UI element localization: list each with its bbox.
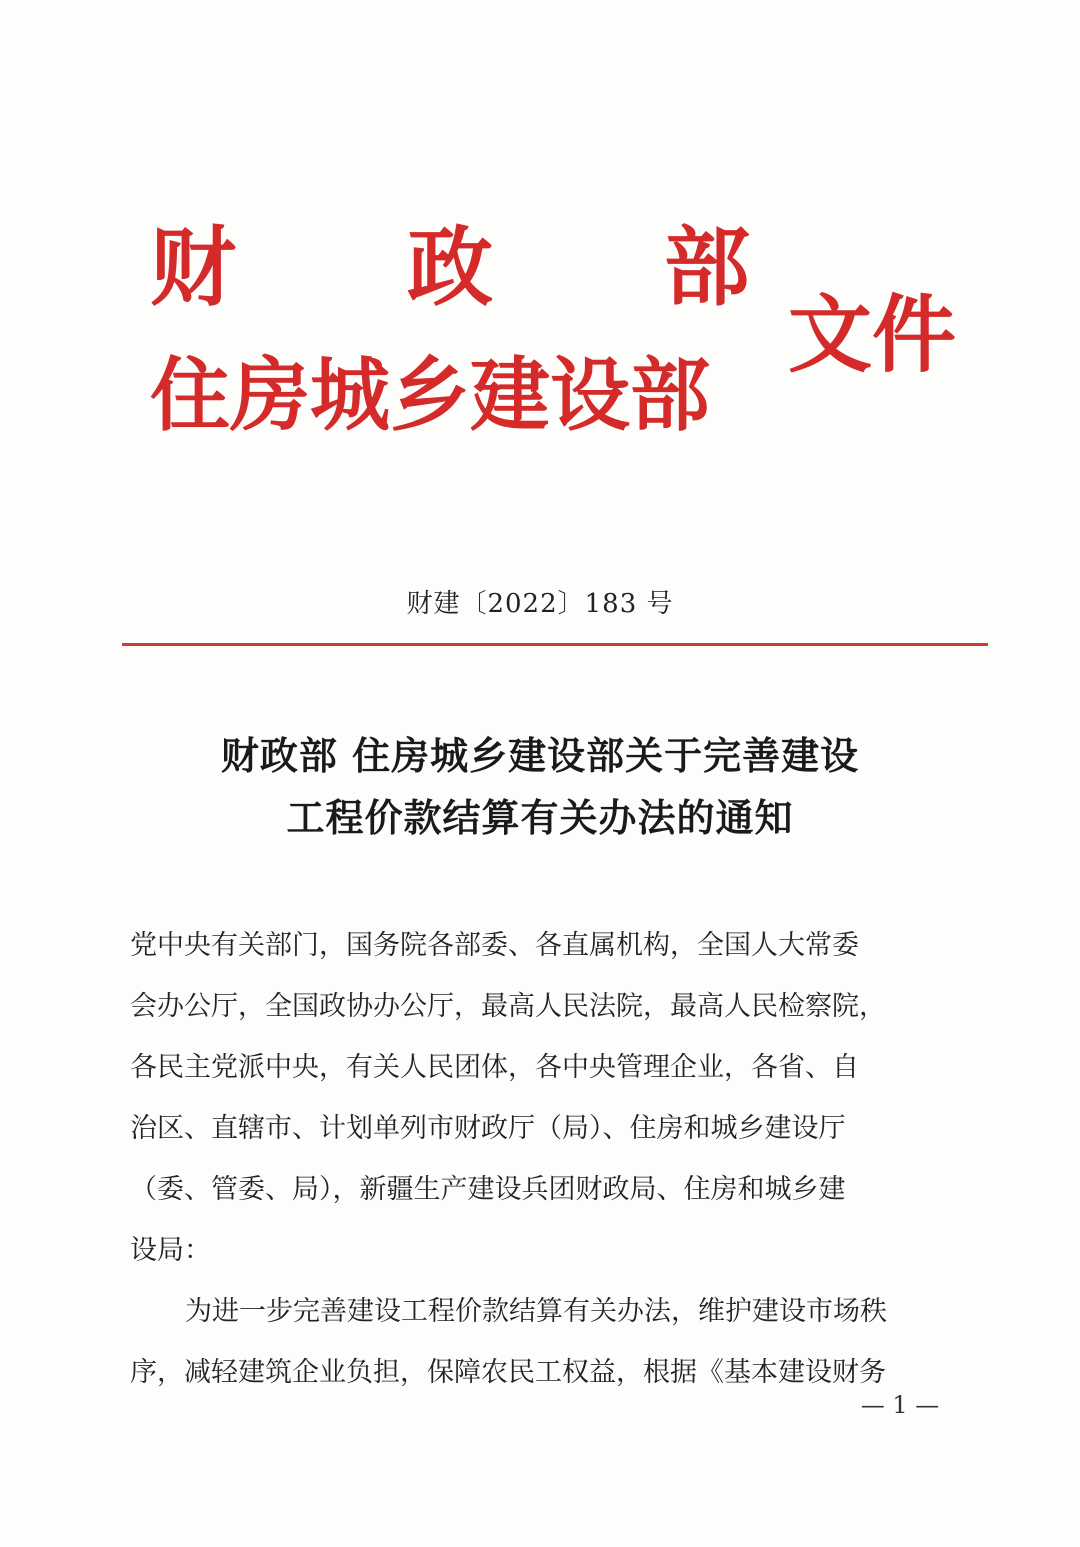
body-line: 序，减轻建筑企业负担，保障农民工权益，根据《基本建设财务 xyxy=(130,1357,886,1388)
document-number: 财建〔2022〕183 号 xyxy=(406,589,674,619)
body-line: 党中央有关部门，国务院各部委、各直属机构，全国人大常委 xyxy=(130,930,859,961)
document-title xyxy=(100,725,980,849)
masthead-char: 部 xyxy=(664,217,750,318)
body-line: 设局： xyxy=(130,1235,211,1266)
title-line: 工程价款结算有关办法的通知 xyxy=(286,796,794,840)
title-line: 财政部 住房城乡建设部关于完善建设 xyxy=(220,734,860,778)
body-line: （委、管委、局），新疆生产建设兵团财政局、住房和城乡建 xyxy=(130,1174,846,1205)
body-line: 为进一步完善建设工程价款结算有关办法，维护建设市场秩 xyxy=(185,1296,887,1327)
masthead-document-label: 文件 xyxy=(788,285,957,384)
masthead-char: 财 xyxy=(150,217,236,318)
masthead-char: 政 xyxy=(407,217,493,318)
masthead-issuer-2: 住房城乡建设部 xyxy=(150,348,710,442)
body-line: 各民主党派中央，有关人民团体，各中央管理企业，各省、自 xyxy=(130,1052,859,1083)
document-body xyxy=(130,915,992,1403)
body-line: 会办公厅，全国政协办公厅，最高人民法院，最高人民检察院， xyxy=(130,991,886,1022)
body-line: 治区、直辖市、计划单列市财政厅（局）、住房和城乡建设厅 xyxy=(130,1113,846,1144)
masthead-issuer-1 xyxy=(150,218,750,318)
page-number: — 1 — xyxy=(860,1391,940,1419)
red-divider xyxy=(122,643,988,646)
